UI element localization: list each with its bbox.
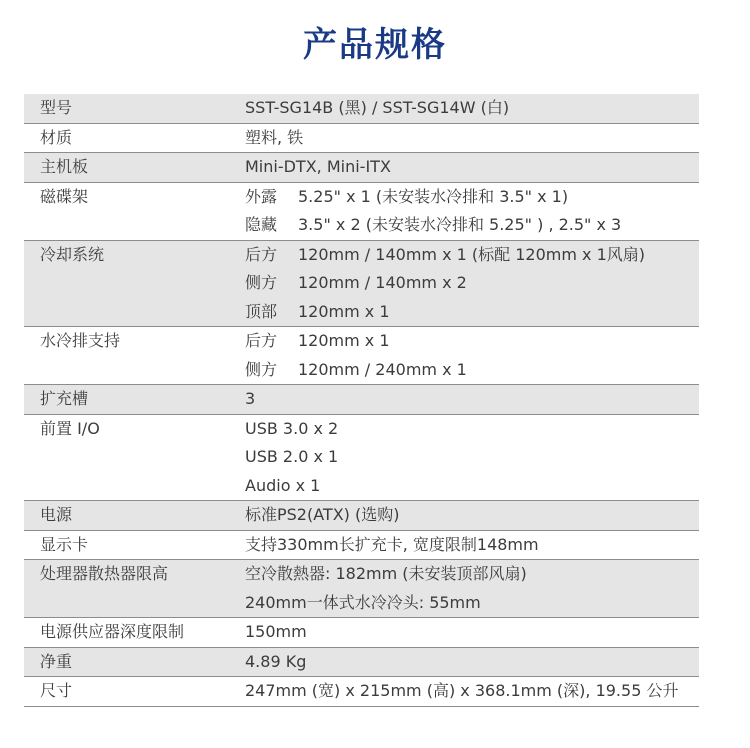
spec-value-line xyxy=(245,124,699,153)
spec-value-text: 5.25" x 1 (未安装水冷排和 3.5" x 1) xyxy=(298,186,569,206)
spec-row xyxy=(24,501,699,531)
spec-values xyxy=(245,124,699,153)
spec-label: 水冷排支持 xyxy=(40,331,121,350)
spec-values xyxy=(245,153,699,182)
spec-value-line xyxy=(245,356,699,385)
spec-value-text: 120mm x 1 xyxy=(298,331,390,350)
page-title: 产品规格 xyxy=(303,25,447,65)
spec-values xyxy=(245,183,699,240)
spec-value-line xyxy=(245,415,699,444)
spec-values xyxy=(245,501,699,530)
spec-values xyxy=(245,531,699,560)
spec-value-text: Mini-DTX, Mini-ITX xyxy=(245,157,391,176)
spec-row xyxy=(24,327,699,385)
spec-values xyxy=(245,327,699,384)
spec-value-prefix: 后方 xyxy=(245,331,278,350)
spec-value-text: USB 2.0 x 1 xyxy=(245,447,339,466)
spec-value-text: 塑料, 铁 xyxy=(245,127,304,147)
spec-values xyxy=(245,385,699,414)
spec-row xyxy=(24,648,699,678)
spec-value-line xyxy=(245,618,699,647)
spec-values xyxy=(245,415,699,501)
spec-value-line xyxy=(245,298,699,327)
spec-label: 净重 xyxy=(40,651,73,671)
spec-label: 显示卡 xyxy=(40,534,89,554)
spec-value-text: 120mm / 240mm x 1 xyxy=(298,359,467,379)
spec-values xyxy=(245,618,699,647)
spec-label: 主机板 xyxy=(40,157,89,176)
spec-row xyxy=(24,531,699,561)
spec-row xyxy=(24,153,699,183)
spec-value-text: USB 3.0 x 2 xyxy=(245,418,339,438)
spec-value-text: 3 xyxy=(245,389,256,408)
spec-value-prefix: 后方 xyxy=(245,244,278,264)
spec-label: 冷却系统 xyxy=(40,244,105,264)
spec-value-line xyxy=(245,560,699,589)
spec-value-line xyxy=(245,385,699,414)
spec-label: 前置 I/O xyxy=(40,418,100,438)
spec-label: 型号 xyxy=(40,98,73,117)
spec-label: 处理器散热器限高 xyxy=(40,564,169,583)
spec-row xyxy=(24,183,699,241)
spec-row xyxy=(24,560,699,618)
spec-row xyxy=(24,241,699,328)
spec-values xyxy=(245,677,699,706)
spec-value-line xyxy=(245,269,699,298)
spec-value-prefix: 顶部 xyxy=(245,301,278,321)
spec-values xyxy=(245,94,699,123)
spec-row xyxy=(24,415,699,502)
spec-value-text: 3.5" x 2 (未安装水冷排和 5.25" ) , 2.5" x 3 xyxy=(298,215,622,234)
spec-value-text: 247mm (宽) x 215mm (高) x 368.1mm (深), 19.55 公升 xyxy=(245,681,679,700)
spec-value-line xyxy=(245,211,699,240)
spec-values xyxy=(245,560,699,617)
spec-label: 电源 xyxy=(40,505,73,524)
spec-value-text: 240mm一体式水冷冷头: 55mm xyxy=(245,592,481,612)
spec-value-prefix: 外露 xyxy=(245,186,278,206)
spec-values xyxy=(245,241,699,327)
spec-value-text: Audio x 1 xyxy=(245,475,321,495)
spec-row xyxy=(24,677,699,707)
spec-value-text: 120mm / 140mm x 1 (标配 120mm x 1风扇) xyxy=(298,244,645,264)
spec-value-line xyxy=(245,501,699,530)
spec-value-prefix: 隐藏 xyxy=(245,215,278,234)
spec-row xyxy=(24,124,699,154)
spec-value-line xyxy=(245,241,699,270)
spec-value-line xyxy=(245,531,699,560)
spec-value-text: SST-SG14B (黑) / SST-SG14W (白) xyxy=(245,98,510,117)
spec-value-text: 120mm / 140mm x 2 xyxy=(298,273,467,292)
spec-value-line xyxy=(245,153,699,182)
spec-row xyxy=(24,94,699,124)
spec-row xyxy=(24,385,699,415)
spec-value-prefix: 侧方 xyxy=(245,359,278,379)
spec-value-line xyxy=(245,327,699,356)
spec-value-line xyxy=(245,443,699,472)
spec-value-prefix: 侧方 xyxy=(245,273,278,292)
spec-label: 尺寸 xyxy=(40,681,73,700)
spec-label: 扩充槽 xyxy=(40,389,89,408)
spec-value-line xyxy=(245,589,699,618)
spec-value-line xyxy=(245,648,699,677)
spec-label: 电源供应器深度限制 xyxy=(40,622,185,641)
spec-value-line xyxy=(245,94,699,123)
spec-value-line xyxy=(245,472,699,501)
spec-table xyxy=(24,94,699,707)
spec-value-text: 标准PS2(ATX) (选购) xyxy=(245,505,400,524)
spec-value-text: 支持330mm长扩充卡, 宽度限制148mm xyxy=(245,534,539,554)
spec-value-text: 4.89 Kg xyxy=(245,651,307,671)
spec-label: 材质 xyxy=(40,127,73,147)
spec-value-text: 150mm xyxy=(245,622,307,641)
spec-value-line xyxy=(245,677,699,706)
spec-value-text: 120mm x 1 xyxy=(298,301,390,321)
spec-value-text: 空冷散熱器: 182mm (未安装顶部风扇) xyxy=(245,564,527,583)
spec-values xyxy=(245,648,699,677)
spec-value-line xyxy=(245,183,699,212)
spec-label: 磁碟架 xyxy=(40,186,89,206)
spec-row xyxy=(24,618,699,648)
